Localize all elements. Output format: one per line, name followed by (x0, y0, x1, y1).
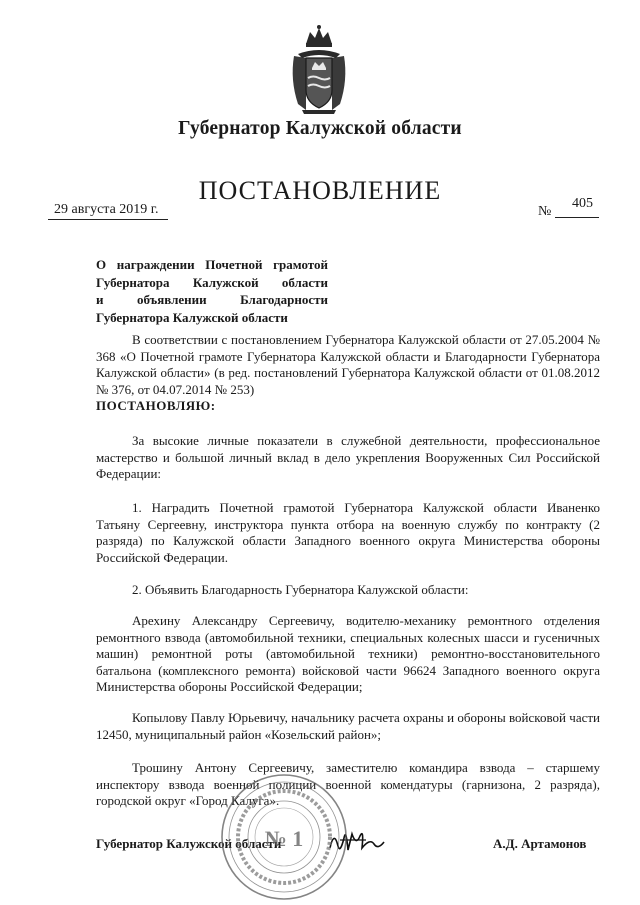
person-3-paragraph: Трошину Антону Сергеевичу, заместителю командира взвода – старшему инспектору взвода военной полиции военной комендатуры (гарнизона, 2 разряда), городской округ «Город Калуга». (96, 760, 600, 808)
document-number-label: № (538, 204, 552, 219)
preamble-text: В соответствии с постановлением Губернатора Калужской области от 27.05.2004 № 368 «О Почетной грамоте Губернатора Калужской области и Благодарности Губернатора Калужской области» (в ред. постановлений Губернатора Калужской области от 01.08.2012 № 376, от 04.07.2014 № 253) (96, 332, 600, 397)
issuing-authority: Губернатор Калужской области (178, 118, 462, 139)
item-1-paragraph: 1. Наградить Почетной грамотой Губернатора Калужской области Иваненко Татьяну Сергеевну, инструктора пункта отбора на военную службу по контракту (2 разряда) по Калужской области Западного военного округа Министерства обороны Российской Федерации. (96, 500, 600, 565)
document-number-value: 405 (572, 196, 593, 211)
signatory-name: А.Д. Артамонов (493, 836, 587, 851)
signatory-title: Губернатор Калужской области (96, 836, 282, 851)
preamble-paragraph (96, 332, 600, 415)
person-1-paragraph: Арехину Александру Сергеевичу, водителю-механику ремонтного отделения ремонтного взвода (автомобильной техники, специальных колесных шасси и гусеничных машин) ремонтной роты (автомобильной техники) ремонтно-восстановительного батальона (комплексного ремонта) войсковой части 96624 Западного военного округа Министерства обороны Российской Федерации; (96, 613, 600, 694)
stamp-number: № 1 (264, 826, 304, 851)
subject-line: и объявлении Благодарности (96, 292, 328, 307)
coat-of-arms-icon (288, 24, 350, 116)
decree-word: ПОСТАНОВЛЯЮ: (96, 398, 216, 413)
subject-line: Губернатора Калужской области (96, 309, 288, 325)
official-stamp-icon (215, 772, 353, 902)
document-subject (96, 256, 328, 326)
item-2-paragraph: 2. Объявить Благодарность Губернатора Калужской области: (132, 582, 469, 597)
document-date: 29 августа 2019 г. (48, 202, 168, 220)
document-number-underline (555, 217, 599, 218)
document-type-title: ПОСТАНОВЛЕНИЕ (198, 176, 442, 205)
reason-paragraph: За высокие личные показатели в служебной деятельности, профессиональное мастерство и большой личный вклад в дело укрепления Вооруженных Сил Российской Федерации: (96, 433, 600, 481)
subject-line: Губернатора Калужской области (96, 274, 328, 290)
person-2-paragraph: Копылову Павлу Юрьевичу, начальнику расчета охраны и обороны войсковой части 12450, муниципальный район «Козельский район»; (96, 710, 600, 742)
subject-line: О награждении Почетной грамотой (96, 257, 328, 272)
